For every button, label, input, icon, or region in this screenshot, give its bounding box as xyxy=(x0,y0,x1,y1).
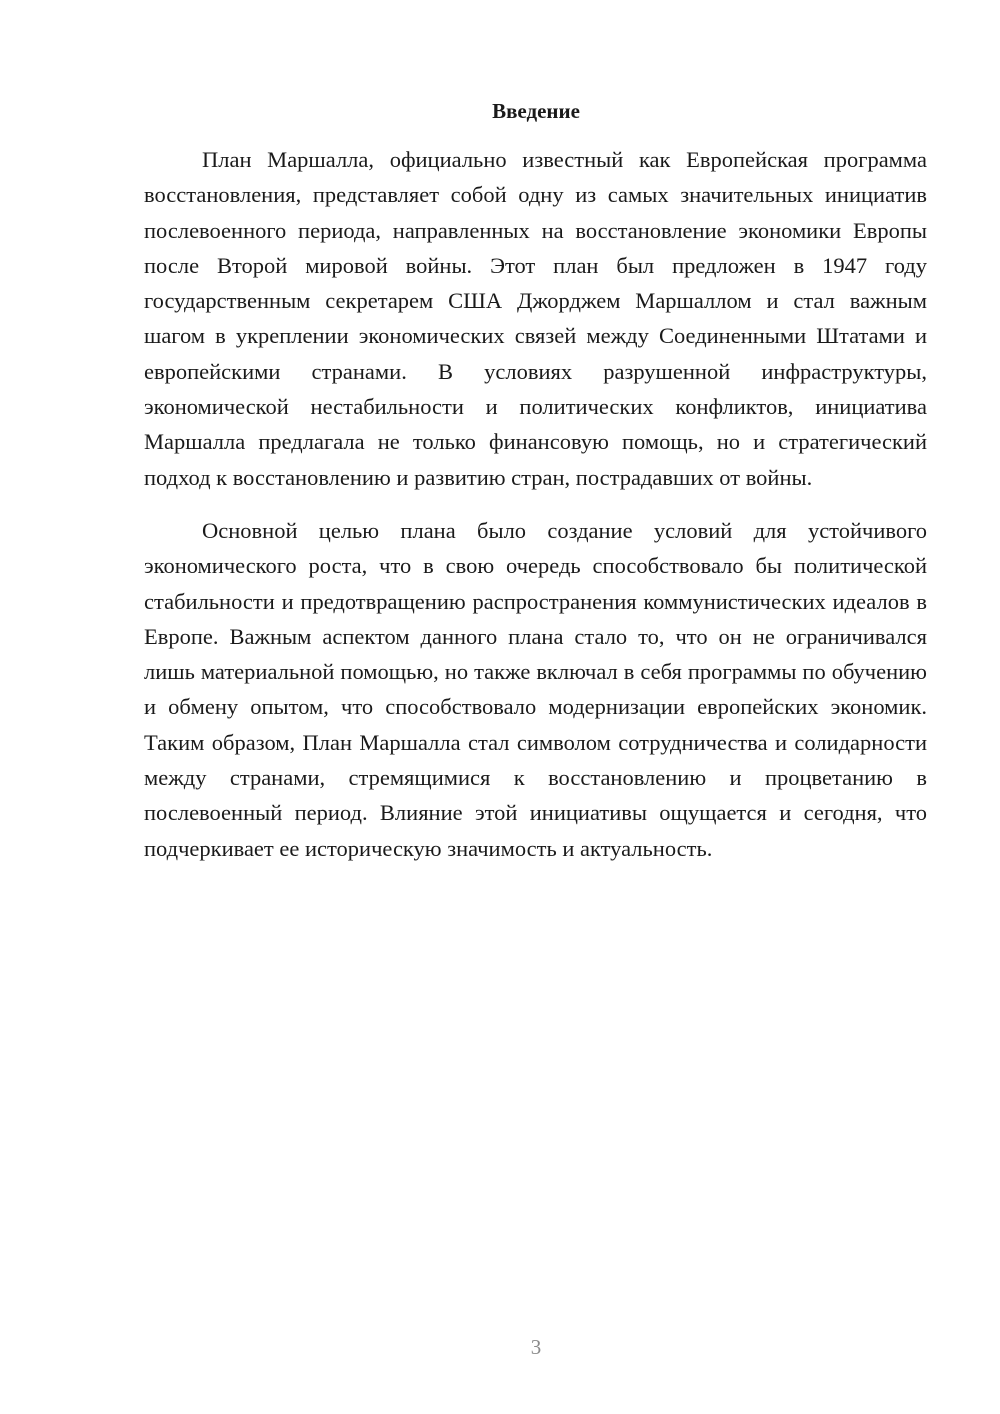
section-title: Введение xyxy=(492,99,580,123)
paragraph-2: Основной целью плана было создание условий для устойчивого экономического роста, что в свою очередь способствовало бы политической стабильности и предотвращению распространения коммунистических идеалов в Европе. Важным аспектом данного плана стало то, что он не ограничивался лишь материальной помощью, но также включал в себя программы по обучению и обмену опытом, что способствовало модернизации европейских экономик. Таким образом, План Маршалла стал символом сотрудничества и солидарности между странами, стремящимися к восстановлению и процветанию в послевоенный период. Влияние этой инициативы ощущается и сегодня, что подчеркивает ее историческую значимость и актуальность. xyxy=(144,517,927,861)
paragraph-1: План Маршалла, официально известный как Европейская программа восстановления, представляет собой одну из самых значительных инициатив послевоенного периода, направленных на восстановление экономики Европы после Второй мировой войны. Этот план был предложен в 1947 году государственным секретарем США Джорджем Маршаллом и стал важным шагом в укреплении экономических связей между Соединенными Штатами и европейскими странами. В условиях разрушенной инфраструктуры, экономической нестабильности и политических конфликтов, инициатива Маршалла предлагала не только финансовую помощь, но и стратегический подход к восстановлению и развитию стран, пострадавших от войны. xyxy=(144,147,927,490)
page-number: 3 xyxy=(530,1335,542,1359)
body-text xyxy=(144,142,927,866)
